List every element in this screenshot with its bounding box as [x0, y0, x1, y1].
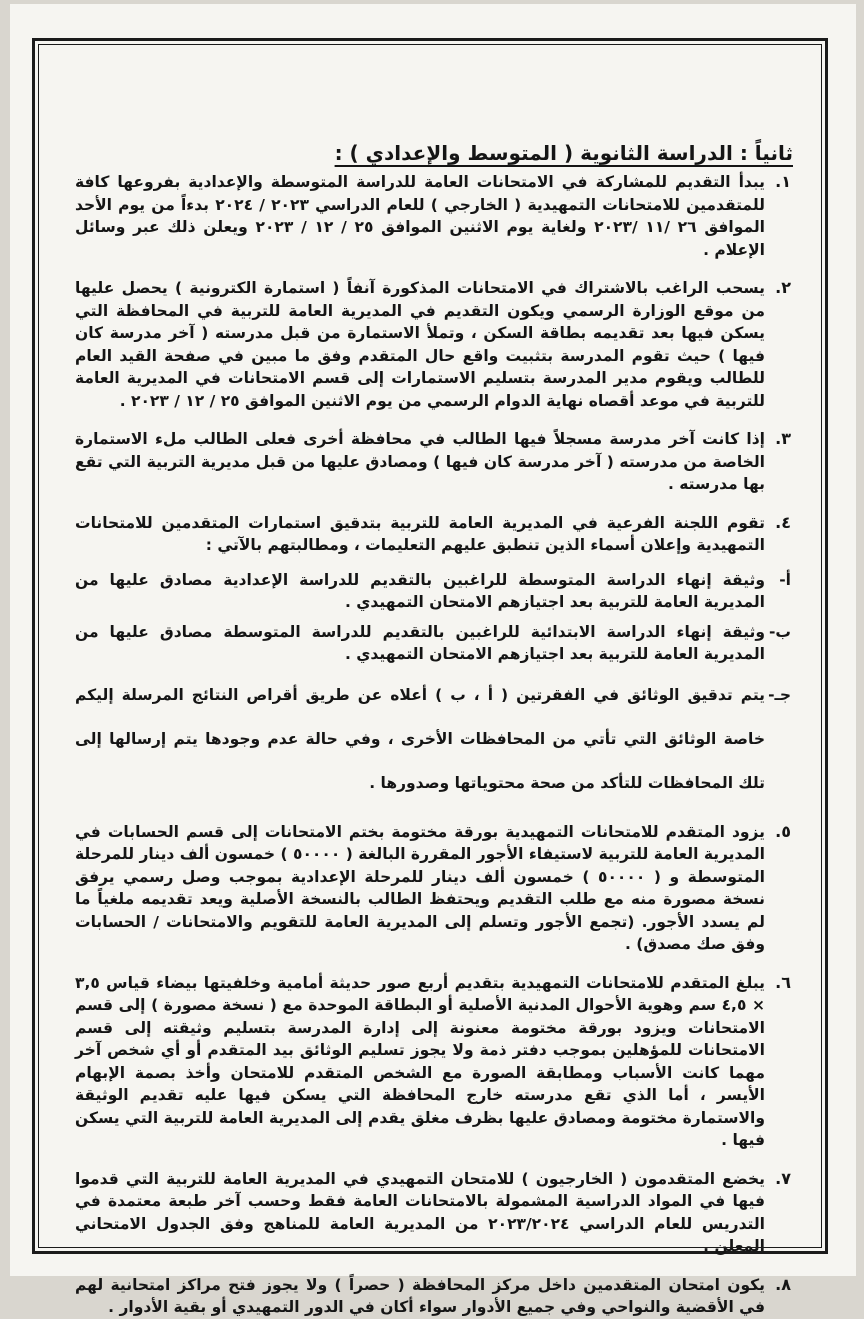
sub-item-text: وثيقة إنهاء الدراسة الابتدائية للراغبين بالتقديم للدراسة المتوسطة مصادق عليها من المديرية العامة للتربية بعد اجتيازهم الامتحان التمهيدي . [75, 622, 765, 663]
list-item [75, 277, 791, 412]
list-item [75, 972, 791, 1152]
list-item [75, 171, 791, 261]
list-item [75, 428, 791, 496]
item-text: يبدأ التقديم للمشاركة في الامتحانات العامة للدراسة المتوسطة والإعدادية بفروعها كافة للمتقدمين للامتحانات التمهيدية ( الخارجي ) للعام الدراسي ٢٠٢٣ / ٢٠٢٤ بدءاً من يوم الأحد الموافق ٢٦ /١١ /٢٠٢٣ ولغاية يوم الاثنين الموافق ٢٥ / ١٢ / ٢٠٢٣ ويعلن ذلك عبر وسائل الإعلام . [75, 173, 765, 259]
item-text: يزود المتقدم للامتحانات التمهيدية بورقة مختومة بختم الامتحانات إلى قسم الحسابات في المديرية العامة للتربية لاستيفاء الأجور المقررة البالغة ( ٥٠٠٠٠ ) خمسون ألف دينار للمرحلة المتوسطة و ( ٥٠٠٠٠ ) خمسون ألف دينار للمرحلة الإعدادية بموجب وصل رسمي يرفق نسخة مصورة منه مع طلب التقديم ويحتفظ الطالب بالنسخة الأصلية ويعد تقديمه ملغياً ما لم يسدد الأجور. (تجمع الأجور وتسلم إلى المديرية العامة للتقويم والامتحانات / الحسابات وفق صك مصدق) . [75, 822, 765, 953]
sub-item-letter: ب- [768, 622, 791, 641]
item-text: يسحب الراغب بالاشتراك في الامتحانات المذكورة آنفاً ( استمارة الكترونية ) يحصل عليها من موقع الوزارة الرسمي ويكون التقديم في المديرية العامة للتربية في المحافظة التي يسكن فيها بعد تقديمه بطاقة السكن ، وتملأ الاستمارة من قبل مدرسته ( آخر مدرسة كان فيها ) حيث تقوم المدرسة بتثبيت واقع حال المتقدم وفق ما مبين في صفحة القيد العام للطالب ويقوم مدير المدرسة بتسليم الاستمارات إلى قسم الامتحانات في المديرية العامة للتربية في موعد أقصاه نهاية الدوام الرسمي من يوم الاثنين الموافق ٢٥ / ١٢ / ٢٠٢٣ . [75, 279, 765, 410]
sub-item [75, 621, 791, 665]
list-item [75, 1274, 791, 1319]
item-number: ٢. [775, 278, 791, 297]
item-number: ٨. [775, 1274, 791, 1294]
item-text: تقوم اللجنة الفرعية في المديرية العامة للتربية بتدقيق استمارات المتقدمين للامتحانات التمهيدية وإعلان أسماء الذين تنطبق عليهم التعليمات ، ومطالبتهم بالآتي : [75, 513, 765, 554]
item-number: ٥. [775, 821, 791, 841]
sub-item-letter: أ- [779, 570, 791, 589]
item-number: ٦. [775, 972, 791, 992]
item-number: ٧. [775, 1168, 791, 1188]
item-text: إذا كانت آخر مدرسة مسجلاً فيها الطالب في محافظة أخرى فعلى الطالب ملء الاستمارة الخاصة من مدرسته ( آخر مدرسة كان فيها ) ومصادق عليها من قبل مديرية التربية التي تقع بها مدرسته . [75, 430, 765, 493]
sub-item-text: وثيقة إنهاء الدراسة المتوسطة للراغبين بالتقديم للدراسة الإعدادية مصادق عليها من المديرية العامة للتربية بعد اجتيازهم الامتحان التمهيدي . [75, 570, 765, 611]
list-item [75, 821, 791, 956]
item-number: ٤. [775, 512, 791, 532]
item-text: يخضع المتقدمون ( الخارجيون ) للامتحان التمهيدي في المديرية العامة للتربية التي قدموا فيها في المواد الدراسية المشمولة بالامتحانات العامة فقط وحسب آخر طبعة معتمدة في التدريس للعام الدراسي ٢٠٢٣/٢٠٢٤ من المديرية العامة للمناهج وفق الجدول الامتحاني المعلن . [75, 1169, 765, 1255]
items-list [75, 171, 791, 1319]
list-item [75, 1168, 791, 1258]
section-title: ثانياً : الدراسة الثانوية ( المتوسط والإعدادي ) : [334, 141, 793, 165]
item-text: يكون امتحان المتقدمين داخل مركز المحافظة ( حصراً ) ولا يجوز فتح مراكز امتحانية لهم في الأقضية والنواحي وفي جميع الأدوار سواء أكان في الدور التمهيدي أو بقية الأدوار . [75, 1275, 765, 1316]
item-text: يبلغ المتقدم للامتحانات التمهيدية بتقديم أربع صور حديثة أمامية وخلفيتها بيضاء قياس ٣,٥ × ٤,٥ سم وهوية الأحوال المدنية الأصلية أو البطاقة الموحدة مع ( نسخة مصورة ) إلى قسم الامتحانات ويزود بورقة مختومة معنونة إلى إدارة المدرسة بتسليم وثيقته إلى قسم الامتحانات للمؤهلين بموجب دفتر ذمة ولا يجوز تسليم الوثائق بيد المتقدم أو أي شخص آخر مهما كانت الأسباب ومطابقة الصورة مع الشخص المتقدم للامتحان وأخذ بصمة الإبهام الأيسر ، أما الذي تقع مدرسته خارج المحافظة التي يسكن فيها عليه تقديم الوثيقة والاستمارة مختومة ومصادق عليها بظرف مغلق يقدم إلى المديرية العامة للتربية التي يسكن فيها . [75, 973, 765, 1149]
item-number: ١. [775, 172, 791, 191]
sub-item [75, 569, 791, 613]
item-number: ٣. [775, 429, 791, 448]
document-page [10, 4, 856, 1316]
list-item [75, 512, 791, 557]
sub-item [75, 673, 791, 805]
page-border [32, 38, 828, 1316]
sub-item-text: يتم تدقيق الوثائق في الفقرتين ( أ ، ب ) أعلاه عن طريق أقراص النتائج المرسلة إليكم خاصة الوثائق التي تأتي من المحافظات الأخرى ، وفي حالة عدم وجودها يتم إرسالها إلى تلك المحافظات للتأكد من صحة محتوياتها وصدورها . [75, 685, 765, 792]
sub-item-letter: جـ- [768, 685, 791, 704]
